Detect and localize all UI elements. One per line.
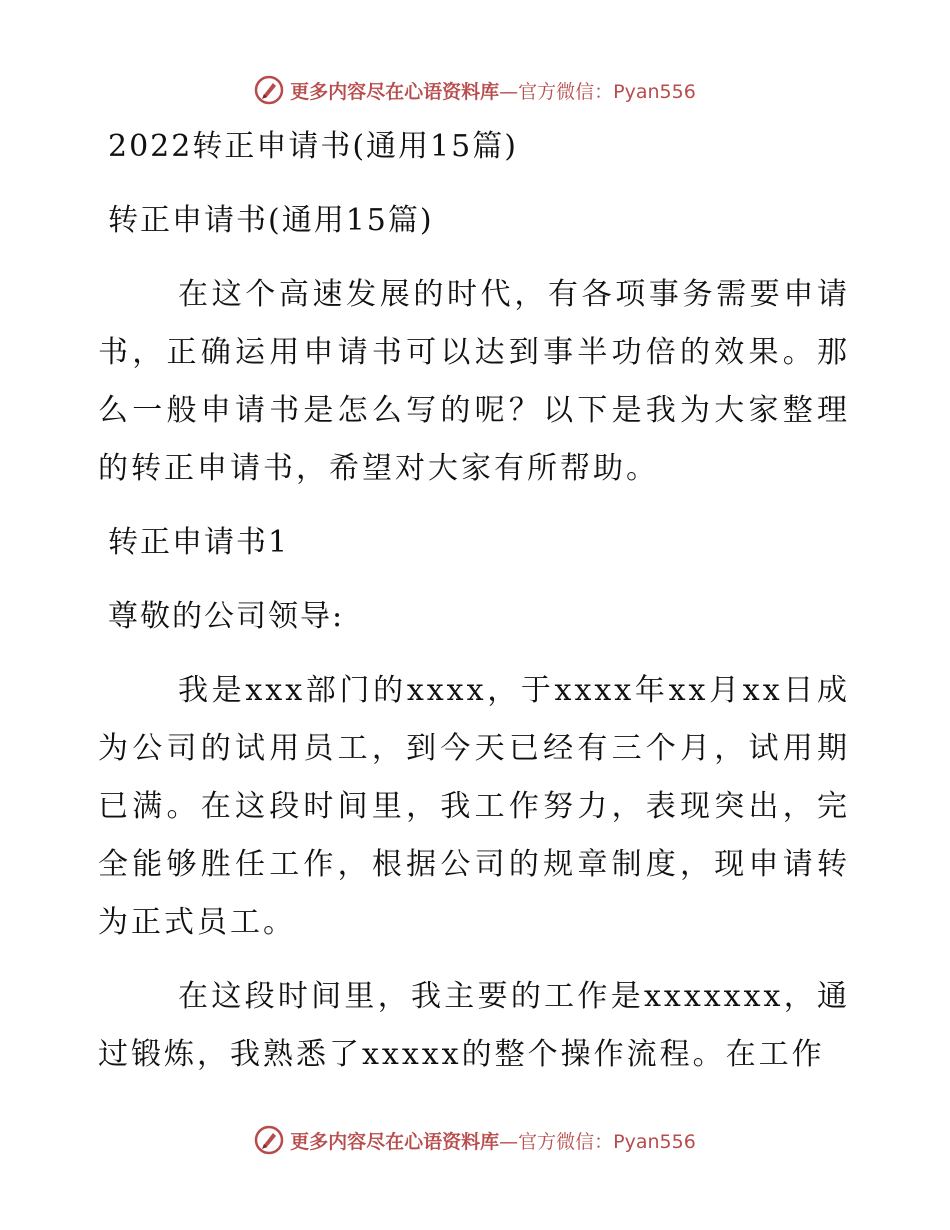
intro-paragraph: 在这个高速发展的时代，有各项事务需要申请书，正确运用申请书可以达到事半功倍的效果。那么一般申请书是怎么写的呢？以下是我为大家整理的转正申请书，希望对大家有所帮助。 [98, 277, 850, 486]
watermark-main-text: 更多内容尽在心语资料库 [290, 1130, 500, 1153]
document-subtitle: 转正申请书(通用15篇) [108, 203, 434, 238]
body-paragraph-1: 我是xxx部门的xxxx，于xxxx年xx月xx日成为公司的试用员工，到今天已经有三个月，试用期已满。在这段时间里，我工作努力，表现突出，完全能够胜任工作，根据公司的规章制度，现申请转为正式员工。 [98, 673, 850, 940]
watermark-text [290, 77, 696, 104]
document-body [98, 118, 850, 1100]
pen-logo-icon [254, 1125, 284, 1155]
body-paragraph-2: 在这段时间里，我主要的工作是xxxxxxx，通过锻炼，我熟悉了xxxxx的整个操作流程。在工作 [98, 979, 850, 1072]
salutation: 尊敬的公司领导: [108, 599, 345, 634]
document-title: 2022转正申请书(通用15篇) [108, 129, 518, 164]
section-title: 转正申请书1 [108, 525, 290, 560]
watermark-sub-text: —官方微信：Pyan556 [499, 80, 696, 103]
pen-logo-icon [254, 75, 284, 105]
watermark-text [290, 1127, 696, 1154]
watermark-main-text: 更多内容尽在心语资料库 [290, 80, 500, 103]
footer-watermark [0, 1120, 950, 1160]
header-watermark [0, 70, 950, 110]
watermark-sub-text: —官方微信：Pyan556 [499, 1130, 696, 1153]
